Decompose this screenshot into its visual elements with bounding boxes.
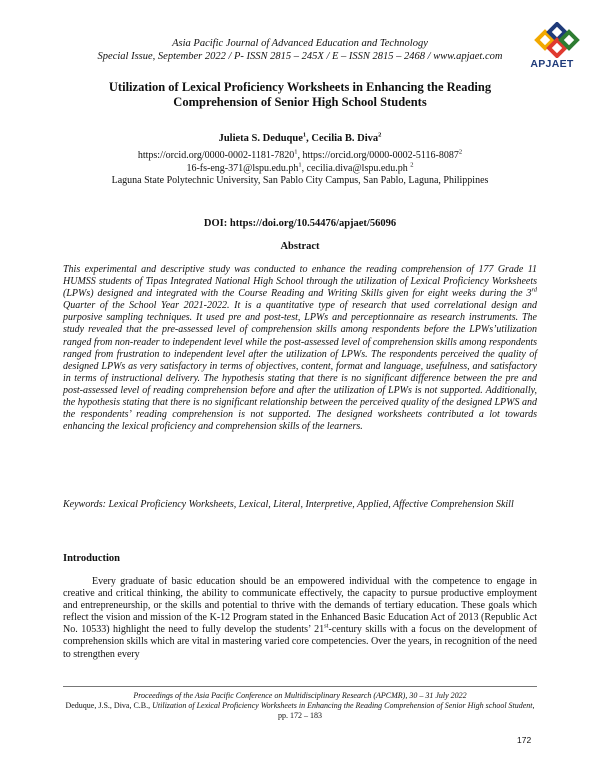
footer-divider [63,686,537,687]
email-2[interactable]: , cecilia.diva@lspu.edu.ph [301,162,411,174]
author-1-sup: 1 [302,131,307,139]
page-number: 172 [517,735,532,745]
abstract-text [63,264,537,433]
intro-part-1: Every graduate of basic education should be an empowered individual with the competence to engage in creative and critical thinking, the ability to communicate effectively, the capacity to pursue productive employment and entrepreneurship, or the skills and potential to thrive with the demands of tertiary education. These goals which reflect the vision and mission of the K-12 Program stated in the Enhanced Basic Education Act of 2013 (Republic Act No. 10533) highlight the need to fully develop the students’ 21 [63,576,537,636]
author-names [0,133,600,144]
author-1: Julieta S. Deduque [218,133,303,144]
abstract-part-2: Quarter of the School Year 2021-2022. It is a quantitative type of research that used correlational design and purposive sampling techniques. It used pre and post-test, LPWs and perceptionnaire as research instruments. The study revealed that the pre-assessed level of comprehension skills among respondents before the LPWs’utilization ranged from non-reader to independent level while the post-assessed level of comprehension skills among respondents ranged from frustration to independent level after the utilization of LPWs. The respondents perceived the quality of designed LPWs as very satisfactory in terms of objectives, content, format and language, usefulness, and satisfactory in terms of instructional delivery. The hypothesis stating that there is no significant difference between the pre and post-assessed level of reading comprehension before and after the utilization of LPWs is not supported. Additionally, the hypothesis stating that there is no significant relationship between the perceived quality of the designed LPWS and the respondents’ reading comprehension is not supported. The designed worksheets contributed a lot towards enhancing the lexical proficiency and comprehension skills of the learners. [63,300,537,433]
email-1[interactable]: 16-fs-eng-371@lspu.edu.ph [186,162,299,174]
paper-title [60,80,540,110]
author-2: Cecilia B. Diva [311,133,379,144]
keywords: Keywords: Lexical Proficiency Worksheets, Lexical, Literal, Interpretive, Applied, Affective Comprehension Skill [63,499,514,510]
issue-info: Special Issue, September 2022 / P- ISSN 2815 – 245X / E – ISSN 2815 – 2468 / www.apjaet.com [97,51,503,62]
email-2-sup: 2 [410,161,414,169]
abstract-part-1: This experimental and descriptive study was conducted to enhance the reading comprehension of 177 Grade 11 HUMSS students of Tipas Integrated National High School through the utilization of Lexical Proficiency Worksheets (LPWs) designed and integrated with the Course Reading and Writing Skills given for eight weeks during the 3 [63,264,537,300]
footer [60,691,540,721]
title-line-2: Comprehension of Senior High School Students [173,95,427,109]
author-separator: , [306,133,312,144]
journal-header [0,37,600,63]
orcid-2-sup: 2 [458,148,463,156]
citation-pages: , pp. 172 – 183 [278,701,535,720]
citation-title: Utilization of Lexical Proficiency Worksheets in Enhancing the Reading Comprehension of Senior High school Student [152,701,533,710]
abstract-heading: Abstract [280,241,320,252]
title-line-1: Utilization of Lexical Proficiency Worksheets in Enhancing the Reading [108,80,492,94]
introduction-heading: Introduction [63,553,120,564]
email-line [0,163,600,176]
logo-text: APJAET [530,58,574,70]
orcid-1-sup: 1 [294,148,298,156]
affiliation: Laguna State Polytechnic University, San Pablo City Campus, San Pablo, Laguna, Philippines [111,175,489,186]
journal-name: Asia Pacific Journal of Advanced Education and Technology [172,38,428,49]
author-2-sup: 2 [378,131,382,139]
author-details [0,150,600,188]
journal-logo [523,22,581,72]
footer-citation [60,701,540,721]
doi-link[interactable]: DOI: https://doi.org/10.54476/apjaet/56096 [203,218,397,229]
footer-proceedings [60,691,540,701]
email-1-sup: 1 [298,161,302,169]
logo-diamonds-icon [523,22,581,58]
citation-prefix: Deduque, J.S., Diva, C.B., [65,701,153,710]
intro-part-2: -century skills with a focus on the development of comprehension skills which are vital in mastering varied core competencies. Over the years, in recognition of the need to strengthen every [63,624,538,660]
introduction-text [63,576,537,661]
orcid-link-2[interactable]: , https://orcid.org/0000-0002-5116-8087 [297,150,459,161]
intro-sup: st [324,623,329,631]
abstract-sup: rd [531,286,537,294]
footer-proceedings-text: Proceedings of the Asia Pacific Conference on Multidisciplinary Research (APCMR), 30 – 31 July 2022 [133,691,467,700]
orcid-link-1[interactable]: https://orcid.org/0000-0002-1181-7820 [137,150,295,161]
